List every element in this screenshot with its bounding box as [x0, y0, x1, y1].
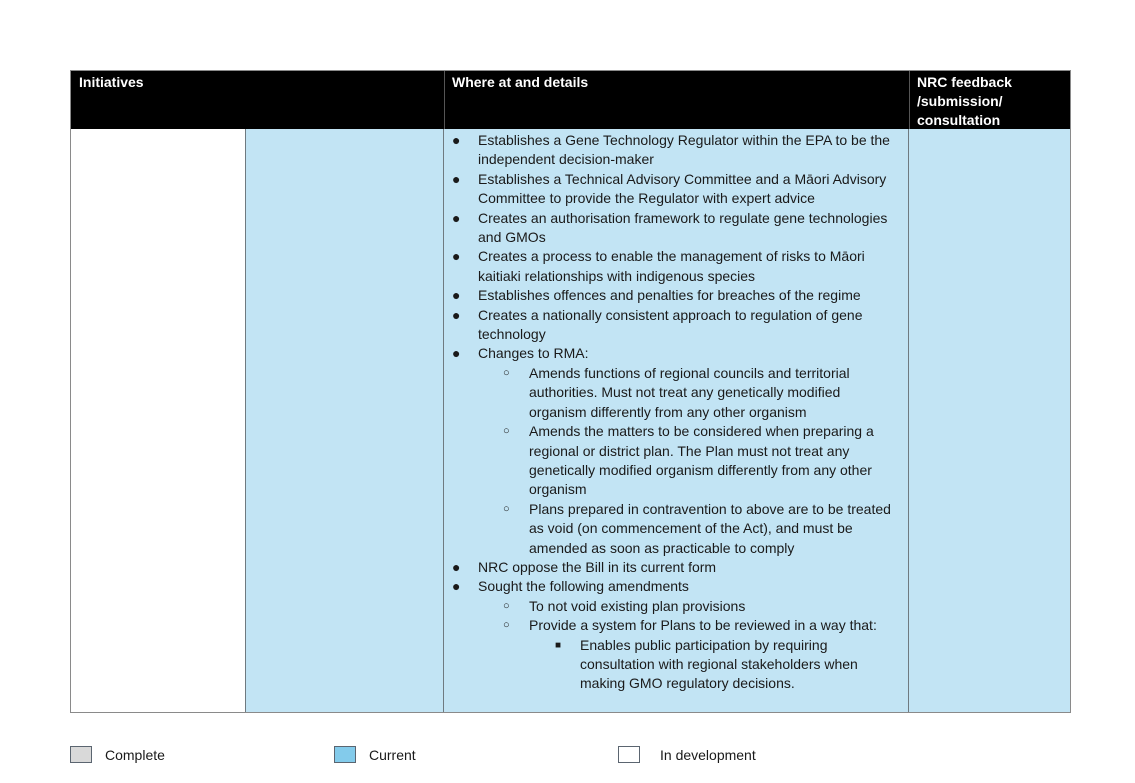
- sub-list-item: ○ Amends functions of regional councils and territorial authorities. Must not treat any genetically modified organism differently from any other organism: [503, 364, 850, 420]
- bullet-icon: ●: [452, 345, 461, 362]
- sub-list: [478, 364, 900, 558]
- circle-bullet-icon: ○: [503, 425, 510, 438]
- sub-initiative-cell: [246, 129, 444, 712]
- circle-bullet-icon: ○: [503, 599, 510, 612]
- initiative-cell: [71, 129, 246, 712]
- sub-list-item: ○ Plans prepared in contravention to above are to be treated as void (on commencement of the Act), and must be amended as soon as practicable to comply: [503, 500, 891, 556]
- legend-complete: [70, 746, 165, 763]
- header-initiatives: Initiatives: [79, 74, 144, 90]
- sub-list-item: ○ Amends the matters to be considered when preparing a regional or district plan. The Plan must not treat any genetically modified organism differently from any other organism: [503, 423, 874, 498]
- list-item: ● Creates a nationally consistent approach to regulation of gene technology: [452, 306, 863, 343]
- bullet-icon: ●: [452, 248, 461, 265]
- in-development-swatch-icon: [618, 746, 640, 763]
- bullet-icon: ●: [452, 287, 461, 304]
- list-item: ● Sought the following amendments ○ To not void existing plan provisions ○ Provide a system for Plans to be reviewed in a way that: ■ Enables public participation by requiring consultation with regional stakeholders when making GMO regulatory decisions.: [444, 577, 908, 693]
- list-item: ● Establishes a Technical Advisory Committee and a Māori Advisory Committee to provide the Regulator with expert advice: [452, 170, 887, 207]
- bullet-icon: ●: [452, 306, 461, 323]
- bullet-icon: ●: [452, 209, 461, 226]
- list-item: ● Changes to RMA: ○ Amends functions of regional councils and territorial authorities. Must not treat any genetically modified organism differently from any other organism ○ Amends the matters to be considered when preparing a regional or district plan. The Plan must not treat any genetically modified organism differently from any other organism ○ Plans prepared in contravention to above are to be treated as void (on commencement of the Act), and must be amended as soon as practicable to comply: [444, 344, 908, 557]
- legend-in-development: [618, 746, 756, 763]
- sub-sub-list: [529, 636, 900, 694]
- circle-bullet-icon: ○: [503, 366, 510, 379]
- legend-label: In development: [660, 746, 756, 763]
- list-item: ● NRC oppose the Bill in its current form: [444, 558, 908, 577]
- bullet-icon: ●: [452, 170, 461, 187]
- sub-list-item: ○ To not void existing plan provisions: [478, 597, 900, 616]
- square-bullet-icon: ■: [555, 639, 562, 651]
- complete-swatch-icon: [70, 746, 92, 763]
- bullet-icon: ●: [452, 132, 461, 148]
- details-list: [444, 131, 908, 694]
- current-swatch-icon: [334, 746, 356, 763]
- legend-current: [334, 746, 416, 763]
- initiatives-table: [70, 70, 1071, 713]
- list-item: ● Creates an authorisation framework to regulate gene technologies and GMOs: [452, 209, 888, 246]
- circle-bullet-icon: ○: [503, 619, 510, 632]
- feedback-cell: [909, 129, 1070, 712]
- list-item: ● Establishes offences and penalties for breaches of the regime: [444, 286, 908, 305]
- sub-sub-list-item: ■ Enables public participation by requiring consultation with regional stakeholders when making GMO regulatory decisions.: [555, 636, 858, 692]
- header-line: consultation: [917, 112, 1001, 128]
- sub-list: [478, 597, 900, 694]
- bullet-icon: ●: [452, 558, 461, 575]
- list-item: ● Establishes a Gene Technology Regulator within the EPA to be the independent decision-maker: [452, 132, 890, 168]
- sub-list-item: ○ Provide a system for Plans to be reviewed in a way that: ■ Enables public participation by requiring consultation with regional stakeholders when making GMO regulatory decisions.: [478, 616, 900, 694]
- legend-label: Current: [369, 746, 416, 763]
- circle-bullet-icon: ○: [503, 502, 510, 515]
- header-line: /submission/: [917, 93, 1003, 109]
- list-item: ● Creates a process to enable the management of risks to Māori kaitiaki relationships with indigenous species: [452, 248, 865, 284]
- table-header-row: [71, 71, 1070, 129]
- legend-label: Complete: [105, 746, 165, 763]
- bullet-icon: ●: [452, 578, 461, 595]
- details-cell: [444, 129, 909, 712]
- header-nrc-feedback: [909, 71, 1070, 129]
- header-line: NRC feedback: [917, 74, 1012, 90]
- status-legend: [0, 746, 1135, 768]
- header-where-at-details: Where at and details: [452, 74, 589, 90]
